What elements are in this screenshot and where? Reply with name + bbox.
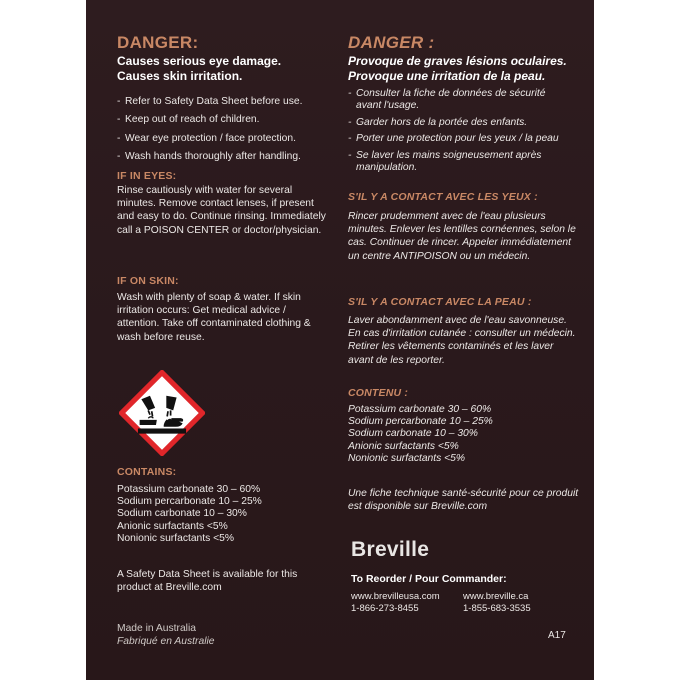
precaution-item: - Keep out of reach of children. bbox=[117, 114, 333, 126]
eyes-heading-fr: S'IL Y A CONTACT AVEC LES YEUX : bbox=[348, 191, 538, 203]
danger-title-en: DANGER: bbox=[117, 33, 199, 52]
contains-heading-en: CONTAINS: bbox=[117, 466, 177, 478]
skin-heading-fr: S'IL Y A CONTACT AVEC LA PEAU : bbox=[348, 296, 532, 308]
danger-title-fr: DANGER : bbox=[348, 33, 435, 52]
eyes-text-en: Rinse cautiously with water for several minutes. Remove contact lenses, if present and easy to do. Continue rinsing. Immediately call a POISON CENTER or doctor/physician. bbox=[117, 185, 326, 236]
product-code: A17 bbox=[548, 630, 566, 641]
brand-logo: Breville bbox=[351, 538, 430, 561]
precaution-item: - Porter une protection pour les yeux / la peau bbox=[348, 133, 573, 145]
ingredient-item: Sodium carbonate 10 – 30% bbox=[117, 508, 247, 520]
ingredient-item: Nonionic surfactants <5% bbox=[348, 452, 466, 464]
ingredient-item: Anionic surfactants <5% bbox=[117, 520, 228, 532]
precautions-list-fr bbox=[348, 88, 573, 178]
sds-note-en: A Safety Data Sheet is available for this product at Breville.com bbox=[117, 569, 298, 594]
precaution-item: - Wash hands thoroughly after handling. bbox=[117, 151, 333, 163]
precaution-item: - Refer to Safety Data Sheet before use. bbox=[117, 96, 333, 108]
reorder-heading: To Reorder / Pour Commander: bbox=[351, 573, 507, 585]
contains-heading-fr: CONTENU : bbox=[348, 387, 409, 399]
ingredient-item: Sodium percarbonate 10 – 25% bbox=[117, 496, 262, 508]
skin-heading-en: IF ON SKIN: bbox=[117, 275, 179, 287]
precaution-item: - Garder hors de la portée des enfants. bbox=[348, 117, 573, 129]
danger-line-fr: Provoque une irritation de la peau. bbox=[348, 69, 546, 83]
skin-text-en: Wash with plenty of soap & water. If skin irritation occurs: Get medical advice / attention. Take off contaminated clothing & wash before reuse. bbox=[117, 292, 311, 343]
ca-phone: 1-855-683-3535 bbox=[463, 603, 531, 614]
precaution-item: - Wear eye protection / face protection. bbox=[117, 133, 333, 145]
danger-line-en: Causes skin irritation. bbox=[117, 69, 243, 83]
ingredient-item: Sodium percarbonate 10 – 25% bbox=[348, 416, 493, 428]
ingredient-item: Potassium carbonate 30 – 60% bbox=[117, 484, 261, 495]
ingredients-list-en bbox=[117, 484, 262, 545]
danger-line-en: Causes serious eye damage. bbox=[117, 54, 282, 68]
label-panel bbox=[86, 0, 594, 680]
origin-fr: Fabriqué en Australie bbox=[117, 636, 215, 647]
eyes-heading-en: IF IN EYES: bbox=[117, 170, 177, 182]
origin-en: Made in Australia bbox=[117, 623, 196, 634]
danger-line-fr: Provoque de graves lésions oculaires. bbox=[348, 54, 567, 68]
eyes-text-fr: Rincer prudemment avec de l'eau plusieurs minutes. Enlever les lentilles cornéennes, selon le cas. Continuer de rincer. Appeler immédiatement un centre ANTIPOISON ou un médecin. bbox=[348, 211, 576, 262]
ingredient-item: Sodium carbonate 10 – 30% bbox=[348, 428, 478, 440]
usa-website: www.brevilleusa.com bbox=[351, 591, 440, 602]
ingredient-item: Potassium carbonate 30 – 60% bbox=[348, 404, 492, 415]
ghs-corrosion-icon bbox=[119, 370, 205, 456]
ca-website: www.breville.ca bbox=[463, 591, 529, 602]
precautions-list-en bbox=[117, 96, 333, 170]
ingredients-list-fr bbox=[348, 404, 493, 465]
ingredient-item: Nonionic surfactants <5% bbox=[117, 532, 235, 544]
sds-note-fr: Une fiche technique santé-sécurité pour ce produit est disponible sur Breville.com bbox=[348, 488, 579, 513]
skin-text-fr: Laver abondamment avec de l'eau savonneuse. En cas d'irritation cutanée : consulter un médecin. Retirer les vêtements contaminés et les laver avant de les reporter. bbox=[348, 315, 576, 366]
usa-phone: 1-866-273-8455 bbox=[351, 603, 419, 614]
precaution-item: - Se laver les mains soigneusement après manipulation. bbox=[348, 150, 573, 175]
ingredient-item: Anionic surfactants <5% bbox=[348, 440, 459, 452]
precaution-item: - Consulter la fiche de données de sécurité avant l'usage. bbox=[348, 88, 573, 113]
